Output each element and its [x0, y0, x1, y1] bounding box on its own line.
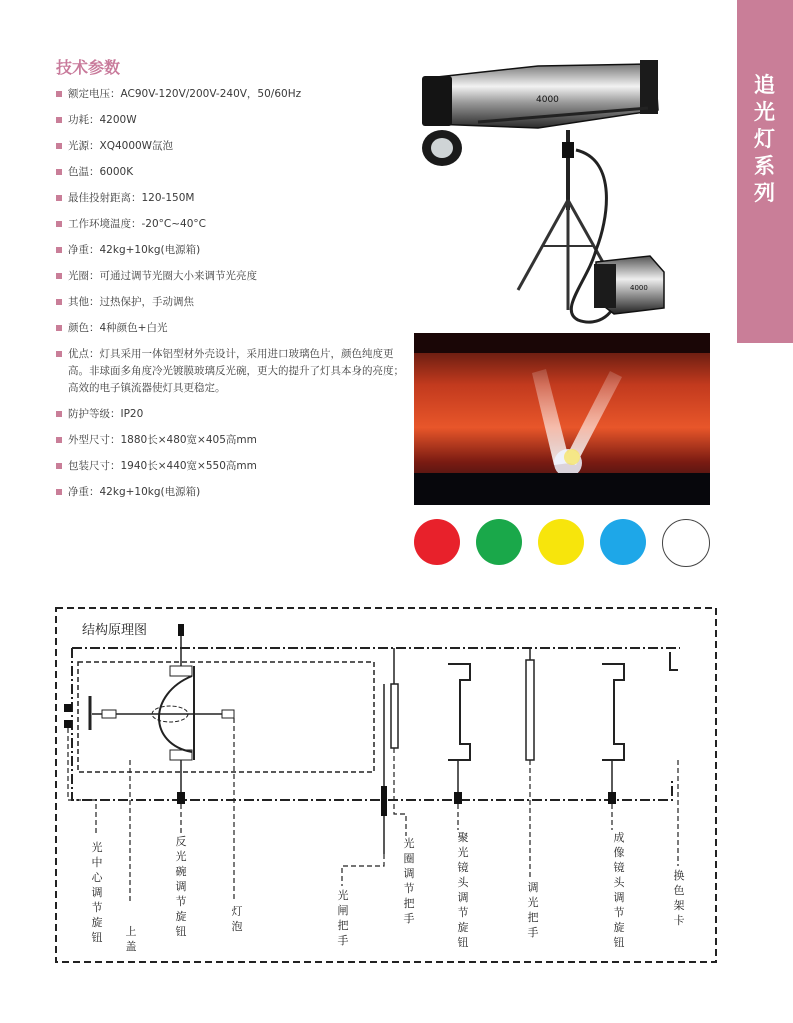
diagram-label: 灯泡	[231, 905, 243, 933]
spec-item	[56, 346, 406, 397]
spec-item	[56, 138, 406, 155]
series-side-tab	[737, 0, 793, 343]
spec-item	[56, 164, 406, 181]
diagram-label: 光中心调节旋钮	[91, 841, 103, 944]
spec-item	[56, 320, 406, 337]
bullet-icon	[56, 169, 62, 175]
dimmer-handle	[526, 660, 534, 760]
spec-text: 净重：42kg+10kg(电源箱)	[68, 486, 201, 498]
beam-spot-core	[564, 449, 580, 465]
spec-text: 工作环境温度：-20°C~40°C	[68, 218, 206, 230]
spec-item	[56, 432, 406, 449]
ballast-end	[594, 264, 616, 308]
spec-item	[56, 112, 406, 129]
rear-cap	[422, 76, 452, 126]
series-title-text: 追光灯系列	[754, 73, 775, 205]
bullet-icon	[56, 91, 62, 97]
condenser-lens	[448, 664, 470, 760]
spec-item	[56, 294, 406, 311]
spec-text: 优点：灯具采用一体铝型材外壳设计，采用进口玻璃色片，颜色纯度更高。非球面多角度冷光镀膜玻璃反光碗，更大的提升了灯具本身的亮度；高效的电子镇流器使灯具更稳定。	[68, 348, 404, 394]
spec-text: 最佳投射距离：120-150M	[68, 192, 195, 204]
bullet-icon	[56, 351, 62, 357]
section-title: 技术参数	[56, 58, 121, 77]
color-changer-clip	[670, 652, 678, 670]
color-swatch	[538, 519, 584, 565]
diagram-label: 光圈调节把手	[403, 837, 415, 925]
ballast-label: 4000	[630, 284, 648, 292]
bullet-icon	[56, 489, 62, 495]
spec-text: 光圈：可通过调节光圈大小来调节光亮度	[68, 270, 257, 282]
spec-item	[56, 190, 406, 207]
bullet-icon	[56, 325, 62, 331]
bullet-icon	[56, 247, 62, 253]
diagram-label: 成像镜头调节旋钮	[613, 831, 625, 949]
iris-handle	[391, 684, 398, 748]
spec-text: 净重：42kg+10kg(电源箱)	[68, 244, 201, 256]
bullet-icon	[56, 437, 62, 443]
follow-spot-photo	[418, 50, 718, 330]
spec-item	[56, 242, 406, 259]
bullet-icon	[56, 195, 62, 201]
bullet-icon	[56, 221, 62, 227]
stage-floor	[414, 473, 710, 505]
tripod-head	[562, 142, 574, 158]
spec-item	[56, 458, 406, 475]
diagram-title: 结构原理图	[82, 623, 148, 638]
body-label: 4000	[536, 95, 559, 105]
reflector-top-block	[170, 666, 192, 676]
color-swatch	[414, 519, 460, 565]
imaging-lens	[602, 664, 624, 760]
spec-text: 包装尺寸：1940长×440宽×550高mm	[68, 460, 257, 472]
top-knob	[178, 624, 184, 636]
rear-knob-face	[431, 138, 453, 158]
spec-text: 外型尺寸：1880长×480宽×405高mm	[68, 434, 257, 446]
spec-text: 颜色：4种颜色+白光	[68, 322, 168, 334]
spec-text: 额定电压：AC90V-120V/200V-240V，50/60Hz	[68, 88, 302, 100]
spec-text: 防护等级：IP20	[68, 408, 144, 420]
inner-frame	[72, 648, 672, 800]
diagram-label: 换色架卡	[673, 869, 685, 927]
spec-text: 光源：XQ4000W氙泡	[68, 140, 174, 152]
spec-text: 色温：6000K	[68, 166, 134, 178]
spec-text: 其他：过热保护，手动调焦	[68, 296, 194, 308]
diagram-label: 调光把手	[527, 881, 539, 939]
color-swatch	[600, 519, 646, 565]
reflector-knob	[177, 792, 185, 804]
bullet-icon	[56, 117, 62, 123]
spec-item	[56, 406, 406, 423]
spec-text: 功耗：4200W	[68, 114, 137, 126]
spec-item	[56, 484, 406, 501]
bullet-icon	[56, 463, 62, 469]
stage-photo	[414, 333, 710, 505]
series-title	[737, 72, 793, 207]
bullet-icon	[56, 299, 62, 305]
bullet-icon	[56, 411, 62, 417]
center-knob-block	[102, 710, 116, 718]
color-swatch	[662, 519, 710, 567]
diagram-label: 反光碗调节旋钮	[175, 835, 187, 938]
diagram-label: 光闸把手	[337, 889, 349, 947]
color-swatches	[414, 519, 714, 569]
color-swatch	[476, 519, 522, 565]
bullet-icon	[56, 143, 62, 149]
spec-item	[56, 86, 406, 103]
diagram-label: 上盖	[125, 925, 137, 953]
roof	[414, 333, 710, 353]
spec-item	[56, 268, 406, 285]
spec-list	[56, 86, 406, 510]
spec-item	[56, 216, 406, 233]
front-lens-cap	[640, 60, 658, 114]
diagram-label: 聚光镜头调节旋钮	[457, 831, 469, 949]
bullet-icon	[56, 273, 62, 279]
